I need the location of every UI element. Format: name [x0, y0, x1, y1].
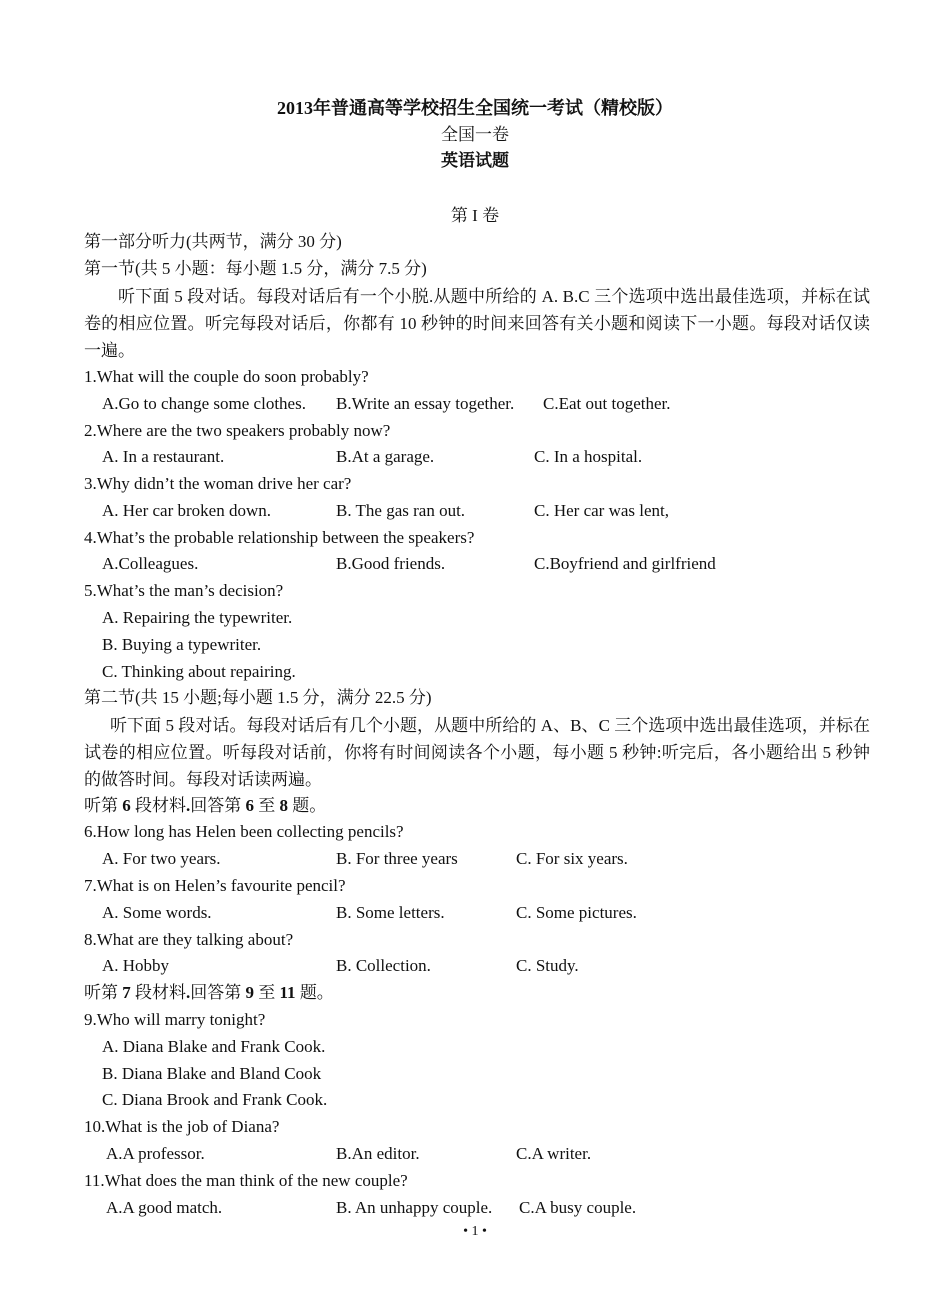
- question-2: 2.Where are the two speakers probably now?: [84, 421, 391, 440]
- q5-option-b: B. Buying a typewriter.: [102, 635, 262, 654]
- q7-option-b: B. Some letters.: [336, 903, 445, 922]
- m7-text: 听第: [84, 983, 123, 1002]
- m7-text: 回答第: [190, 983, 246, 1002]
- section1-heading: 第一节(共 5 小题：每小题 1.5 分，满分 7.5 分): [84, 259, 427, 278]
- subject-title: 英语试题: [441, 151, 509, 170]
- m6-text: 段材料: [130, 796, 186, 815]
- m6-num: 8: [279, 796, 288, 815]
- m6-text: 回答第: [190, 796, 246, 815]
- q2-option-c: C. In a hospital.: [534, 447, 643, 466]
- section2-instructions: 听下面 5 段对话。每段对话后有几个小题，从题中所给的 A、B、C 三个选项中选出最佳选项，并标在试卷的相应位置。听每段对话前，你将有时间阅读各个小题，每小题 5 秒钟:听完后，各小题给出 5 秒钟的做答时间。每段对话读两遍。: [84, 716, 870, 789]
- q1-option-c: C.Eat out together.: [543, 394, 671, 413]
- question-8: 8.What are they talking about?: [84, 930, 294, 949]
- m7-num: 11: [279, 983, 296, 1002]
- q7-option-a: A. Some words.: [102, 903, 212, 922]
- q11-option-b: B. An unhappy couple.: [336, 1198, 493, 1217]
- q11-option-a: A.A good match.: [106, 1198, 223, 1217]
- q8-option-b: B. Collection.: [336, 956, 431, 975]
- material-7-heading: [84, 980, 870, 1007]
- question-11: 11.What does the man think of the new couple?: [84, 1171, 408, 1190]
- section2-heading: 第二节(共 15 小题;每小题 1.5 分，满分 22.5 分): [84, 688, 432, 707]
- section1-instructions: 听下面 5 段对话。每段对话后有一个小脱.从题中所给的 A. B.C 三个选项中选出最佳选项，并标在试卷的相应位置。听完每段对话后，你都有 10 秒钟的时间来回答有关小题和阅读下一小题。每段对话仅读一遍。: [84, 287, 870, 360]
- q8-option-a: A. Hobby: [102, 956, 170, 975]
- q4-option-a: A.Colleagues.: [102, 554, 199, 573]
- m7-text: 题。: [295, 983, 334, 1002]
- question-6: 6.How long has Helen been collecting pencils?: [84, 822, 404, 841]
- m6-num: 6: [122, 796, 131, 815]
- q5-option-a: A. Repairing the typewriter.: [102, 608, 293, 627]
- question-4: 4.What’s the probable relationship between the speakers?: [84, 528, 475, 547]
- q2-option-b: B.At a garage.: [336, 447, 435, 466]
- q9-option-c: C. Diana Brook and Frank Cook.: [102, 1090, 328, 1109]
- q8-option-c: C. Study.: [516, 956, 579, 975]
- q9-option-b: B. Diana Blake and Bland Cook: [102, 1064, 322, 1083]
- m6-text: 听第: [84, 796, 123, 815]
- q6-option-a: A. For two years.: [102, 849, 221, 868]
- q3-option-b: B. The gas ran out.: [336, 501, 466, 520]
- question-1: 1.What will the couple do soon probably?: [84, 367, 369, 386]
- part1-heading: 第一部分听力(共两节，满分 30 分): [84, 232, 342, 251]
- q10-option-a: A.A professor.: [106, 1144, 205, 1163]
- m7-text: 段材料: [130, 983, 186, 1002]
- q7-option-c: C. Some pictures.: [516, 903, 637, 922]
- q10-option-b: B.An editor.: [336, 1144, 420, 1163]
- m6-num: 6: [245, 796, 254, 815]
- q2-option-a: A. In a restaurant.: [102, 447, 225, 466]
- question-5: 5.What’s the man’s decision?: [84, 581, 284, 600]
- exam-title: 2013年普通高等学校招生全国统一考试（精校版）: [277, 98, 673, 118]
- m6-text: 至: [254, 796, 280, 815]
- m7-dot: .: [186, 983, 191, 1002]
- q4-option-b: B.Good friends.: [336, 554, 446, 573]
- m7-num: 7: [122, 983, 131, 1002]
- question-7: 7.What is on Helen’s favourite pencil?: [84, 876, 346, 895]
- q10-option-c: C.A writer.: [516, 1144, 592, 1163]
- q4-option-c: C.Boyfriend and girlfriend: [534, 554, 716, 573]
- question-9: 9.Who will marry tonight?: [84, 1010, 266, 1029]
- q6-option-b: B. For three years: [336, 849, 458, 868]
- q3-option-a: A. Her car broken down.: [102, 501, 271, 520]
- q3-option-c: C. Her car was lent,: [534, 501, 670, 520]
- q9-option-a: A. Diana Blake and Frank Cook.: [102, 1037, 326, 1056]
- paper-name: 全国一卷: [441, 125, 509, 144]
- question-10: 10.What is the job of Diana?: [84, 1117, 280, 1136]
- m6-text: 题。: [288, 796, 327, 815]
- volume-heading: 第 I 卷: [450, 206, 500, 225]
- q6-option-c: C. For six years.: [516, 849, 628, 868]
- q1-option-a: A.Go to change some clothes.: [102, 394, 306, 413]
- m7-text: 至: [254, 983, 280, 1002]
- page-number: • 1 •: [463, 1224, 487, 1239]
- m6-dot: .: [186, 796, 191, 815]
- m7-num: 9: [245, 983, 254, 1002]
- question-3: 3.Why didn’t the woman drive her car?: [84, 474, 352, 493]
- q5-option-c: C. Thinking about repairing.: [102, 662, 296, 681]
- q11-option-c: C.A busy couple.: [519, 1198, 637, 1217]
- material-6-heading: [84, 793, 870, 820]
- q1-option-b: B.Write an essay together.: [336, 394, 515, 413]
